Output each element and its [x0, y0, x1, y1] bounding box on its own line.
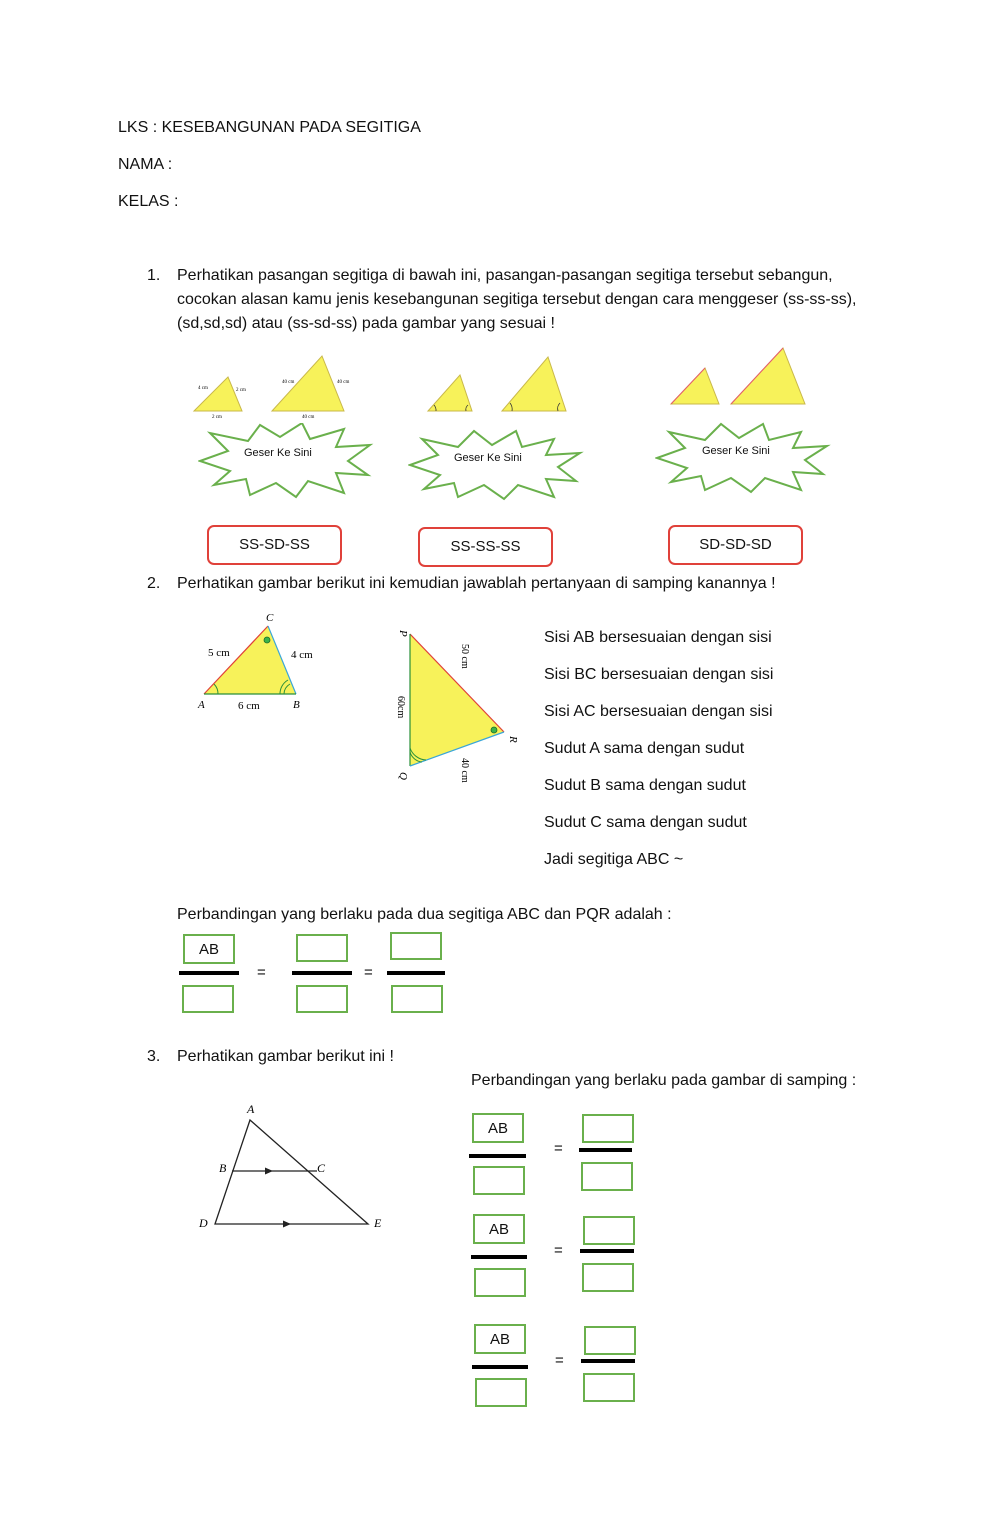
drop-zone-2[interactable]: [408, 429, 584, 501]
q2-statement-2: Sisi BC bersesuaian dengan sisi: [544, 666, 774, 683]
pqr-vertex-p: P: [397, 630, 409, 637]
abc-vertex-c: C: [266, 612, 274, 624]
option-ss-ss-ss[interactable]: SS-SS-SS: [418, 527, 553, 567]
q3-ratio-text: Perbandingan yang berlaku pada gambar di samping :: [471, 1072, 857, 1089]
q2-equals-1: =: [257, 964, 266, 981]
q2-frac1-denominator-input[interactable]: [182, 985, 234, 1013]
q1-text-line-1: Perhatikan pasangan segitiga di bawah ini, pasangan-pasangan segitiga tersebut sebangun,: [177, 267, 833, 284]
abc-side-ac: 5 cm: [208, 647, 230, 659]
option-ss-sd-ss[interactable]: SS-SD-SS: [207, 525, 342, 565]
q3-row2-left-bar: [471, 1255, 527, 1259]
pqr-side-pq: 60cm: [395, 696, 406, 719]
fig1-small-base-label: 2 cm: [212, 415, 222, 420]
q3-row2-right-bar: [580, 1249, 634, 1253]
q2-statement-7: Jadi segitiga ABC ~: [544, 851, 684, 868]
q2-number: 2.: [147, 575, 161, 592]
q3-row1-right-numerator-input[interactable]: [582, 1114, 634, 1143]
name-label: NAMA :: [118, 156, 173, 173]
q3-vertex-e: E: [374, 1216, 382, 1230]
q3-row2-left-numerator: AB: [473, 1214, 525, 1244]
q1-figure-2: [420, 345, 580, 420]
q3-row1-right-bar: [579, 1148, 632, 1152]
q3-row2-right-numerator-input[interactable]: [583, 1216, 635, 1245]
option-sd-sd-sd[interactable]: SD-SD-SD: [668, 525, 803, 565]
abc-side-ab: 6 cm: [238, 700, 260, 712]
q3-vertex-c: C: [317, 1161, 326, 1175]
q3-number: 3.: [147, 1048, 161, 1065]
q1-figure-3: [665, 340, 815, 415]
drop-zone-1[interactable]: [198, 423, 374, 499]
drop-zone-3[interactable]: [655, 422, 831, 494]
q2-frac3-numerator-input[interactable]: [390, 932, 442, 960]
q2-ratio-text: Perbandingan yang berlaku pada dua segitiga ABC dan PQR adalah :: [177, 906, 672, 923]
drop-zone-2-label: Geser Ke Sini: [454, 452, 522, 464]
q3-row3-left-bar: [472, 1365, 528, 1369]
q3-vertex-b: B: [219, 1161, 227, 1175]
q2-equals-2: =: [364, 964, 373, 981]
q3-row3-right-bar: [581, 1359, 635, 1363]
class-label: KELAS :: [118, 193, 179, 210]
q2-statement-4: Sudut A sama dengan sudut: [544, 740, 745, 757]
pqr-side-pr: 50 cm: [459, 644, 470, 669]
q1-figure-1: [190, 345, 360, 420]
q2-frac2-numerator-input[interactable]: [296, 934, 348, 962]
q2-frac2-denominator-input[interactable]: [296, 985, 348, 1013]
q2-statement-3: Sisi AC bersesuaian dengan sisi: [544, 703, 773, 720]
fig1-small-left-label: 4 cm: [198, 386, 208, 391]
drop-zone-3-label: Geser Ke Sini: [702, 445, 770, 457]
q2-statement-1: Sisi AB bersesuaian dengan sisi: [544, 629, 772, 646]
q1-text-line-3: (sd,sd,sd) atau (ss-sd-ss) pada gambar yang sesuai !: [177, 315, 555, 332]
q3-row1-right-denominator-input[interactable]: [581, 1162, 633, 1191]
q2-frac3-bar: [387, 971, 445, 975]
q3-figure: [195, 1098, 395, 1234]
drop-zone-1-label: Geser Ke Sini: [244, 447, 312, 459]
q3-row3-left-numerator: AB: [474, 1324, 526, 1354]
q2-instruction: Perhatikan gambar berikut ini kemudian jawablah pertanyaan di samping kanannya !: [177, 575, 776, 592]
pqr-vertex-q: Q: [397, 772, 409, 780]
q3-row3-left-denominator-input[interactable]: [475, 1378, 527, 1407]
abc-vertex-b: B: [293, 699, 300, 711]
fig1-big-base-label: 40 cm: [302, 415, 315, 420]
q2-frac2-bar: [292, 971, 352, 975]
q3-row2-equals: =: [554, 1242, 563, 1259]
q3-row1-left-numerator: AB: [472, 1113, 524, 1143]
q3-row3-right-numerator-input[interactable]: [584, 1326, 636, 1355]
q2-frac1-numerator: AB: [183, 934, 235, 964]
q2-statement-5: Sudut B sama dengan sudut: [544, 777, 746, 794]
q3-row2-left-denominator-input[interactable]: [474, 1268, 526, 1297]
q3-row3-equals: =: [555, 1352, 564, 1369]
abc-side-bc: 4 cm: [291, 649, 313, 661]
q2-frac3-denominator-input[interactable]: [391, 985, 443, 1013]
q3-row1-left-denominator-input[interactable]: [473, 1166, 525, 1195]
q3-instruction: Perhatikan gambar berikut ini !: [177, 1048, 394, 1065]
fig1-big-left-label: 40 cm: [282, 380, 295, 385]
pqr-side-qr: 40 cm: [459, 758, 470, 783]
abc-vertex-a: A: [198, 699, 205, 711]
q2-frac1-bar: [179, 971, 239, 975]
fig1-big-right-label: 40 cm: [337, 380, 350, 385]
triangle-abc: [192, 608, 322, 716]
q2-statement-6: Sudut C sama dengan sudut: [544, 814, 747, 831]
triangle-pqr: [390, 620, 520, 790]
q3-row1-left-bar: [469, 1154, 526, 1158]
worksheet-title: LKS : KESEBANGUNAN PADA SEGITIGA: [118, 119, 421, 136]
fig1-small-right-label: 2 cm: [236, 388, 246, 393]
q3-row3-right-denominator-input[interactable]: [583, 1373, 635, 1402]
pqr-vertex-r: R: [507, 736, 519, 743]
q3-vertex-a: A: [247, 1102, 255, 1116]
q3-row1-equals: =: [554, 1140, 563, 1157]
q3-vertex-d: D: [199, 1216, 208, 1230]
q3-row2-right-denominator-input[interactable]: [582, 1263, 634, 1292]
q1-number: 1.: [147, 267, 161, 284]
q1-text-line-2: cocokan alasan kamu jenis kesebangunan segitiga tersebut dengan cara menggeser (ss-ss-ss),: [177, 291, 857, 308]
